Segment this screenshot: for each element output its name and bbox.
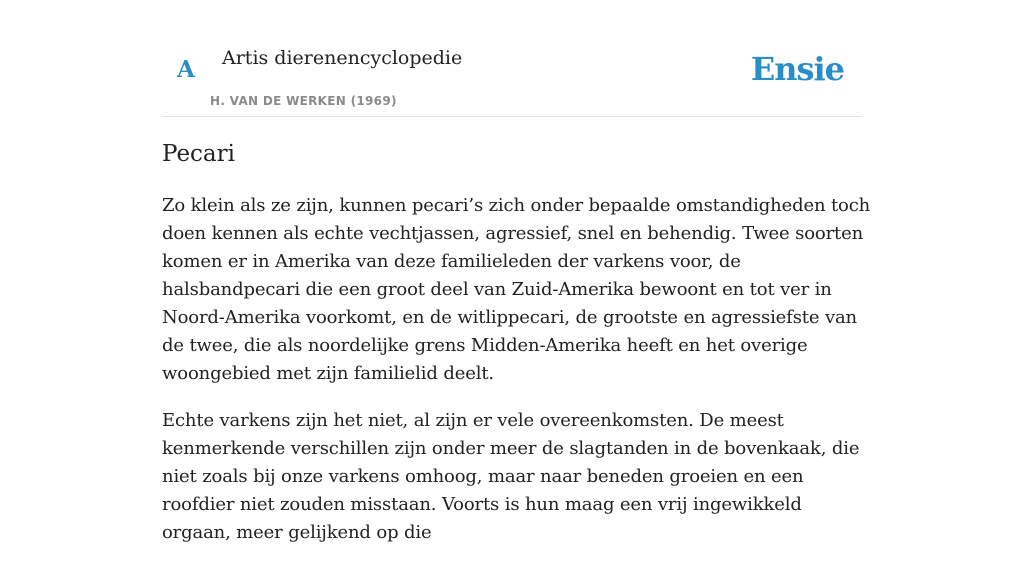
book-header — [162, 0, 862, 117]
paragraph-2: Echte varkens zijn het niet, al zijn er vele overeenkomsten. De meest kenmerkende verschillen zijn onder meer de slagtanden in de bovenkaak, die niet zoals bij onze varkens omhoog, maar naar beneden groeien en een roofdier niet zouden misstaan. Voorts is hun maag een vrij ingewikkeld orgaan, meer gelijkend op die — [162, 410, 860, 543]
book-author: H. VAN DE WERKEN (1969) — [210, 94, 397, 108]
entry-content — [162, 192, 874, 566]
book-title-link[interactable]: Artis dierenencyclopedie — [222, 47, 463, 69]
ensie-logo[interactable]: Ensie — [750, 50, 844, 88]
entry-title: Pecari — [162, 141, 235, 167]
index-letter-link[interactable]: A — [177, 56, 195, 83]
paragraph-1: Zo klein als ze zijn, kunnen pecari’s zich onder bepaalde omstandigheden toch doen kennen als echte vechtjassen, agressief, snel en behendig. Twee soorten komen er in Amerika van deze familieleden der varkens voor, de halsbandpecari die een groot deel van Zuid-Amerika bewoont en tot ver in Noord-Amerika voorkomt, en de witlippecari, de grootste en agressiefste van de twee, die als noordelijke grens Midden-Amerika heeft en het overige woongebied met zijn familielid deelt. — [162, 195, 871, 384]
